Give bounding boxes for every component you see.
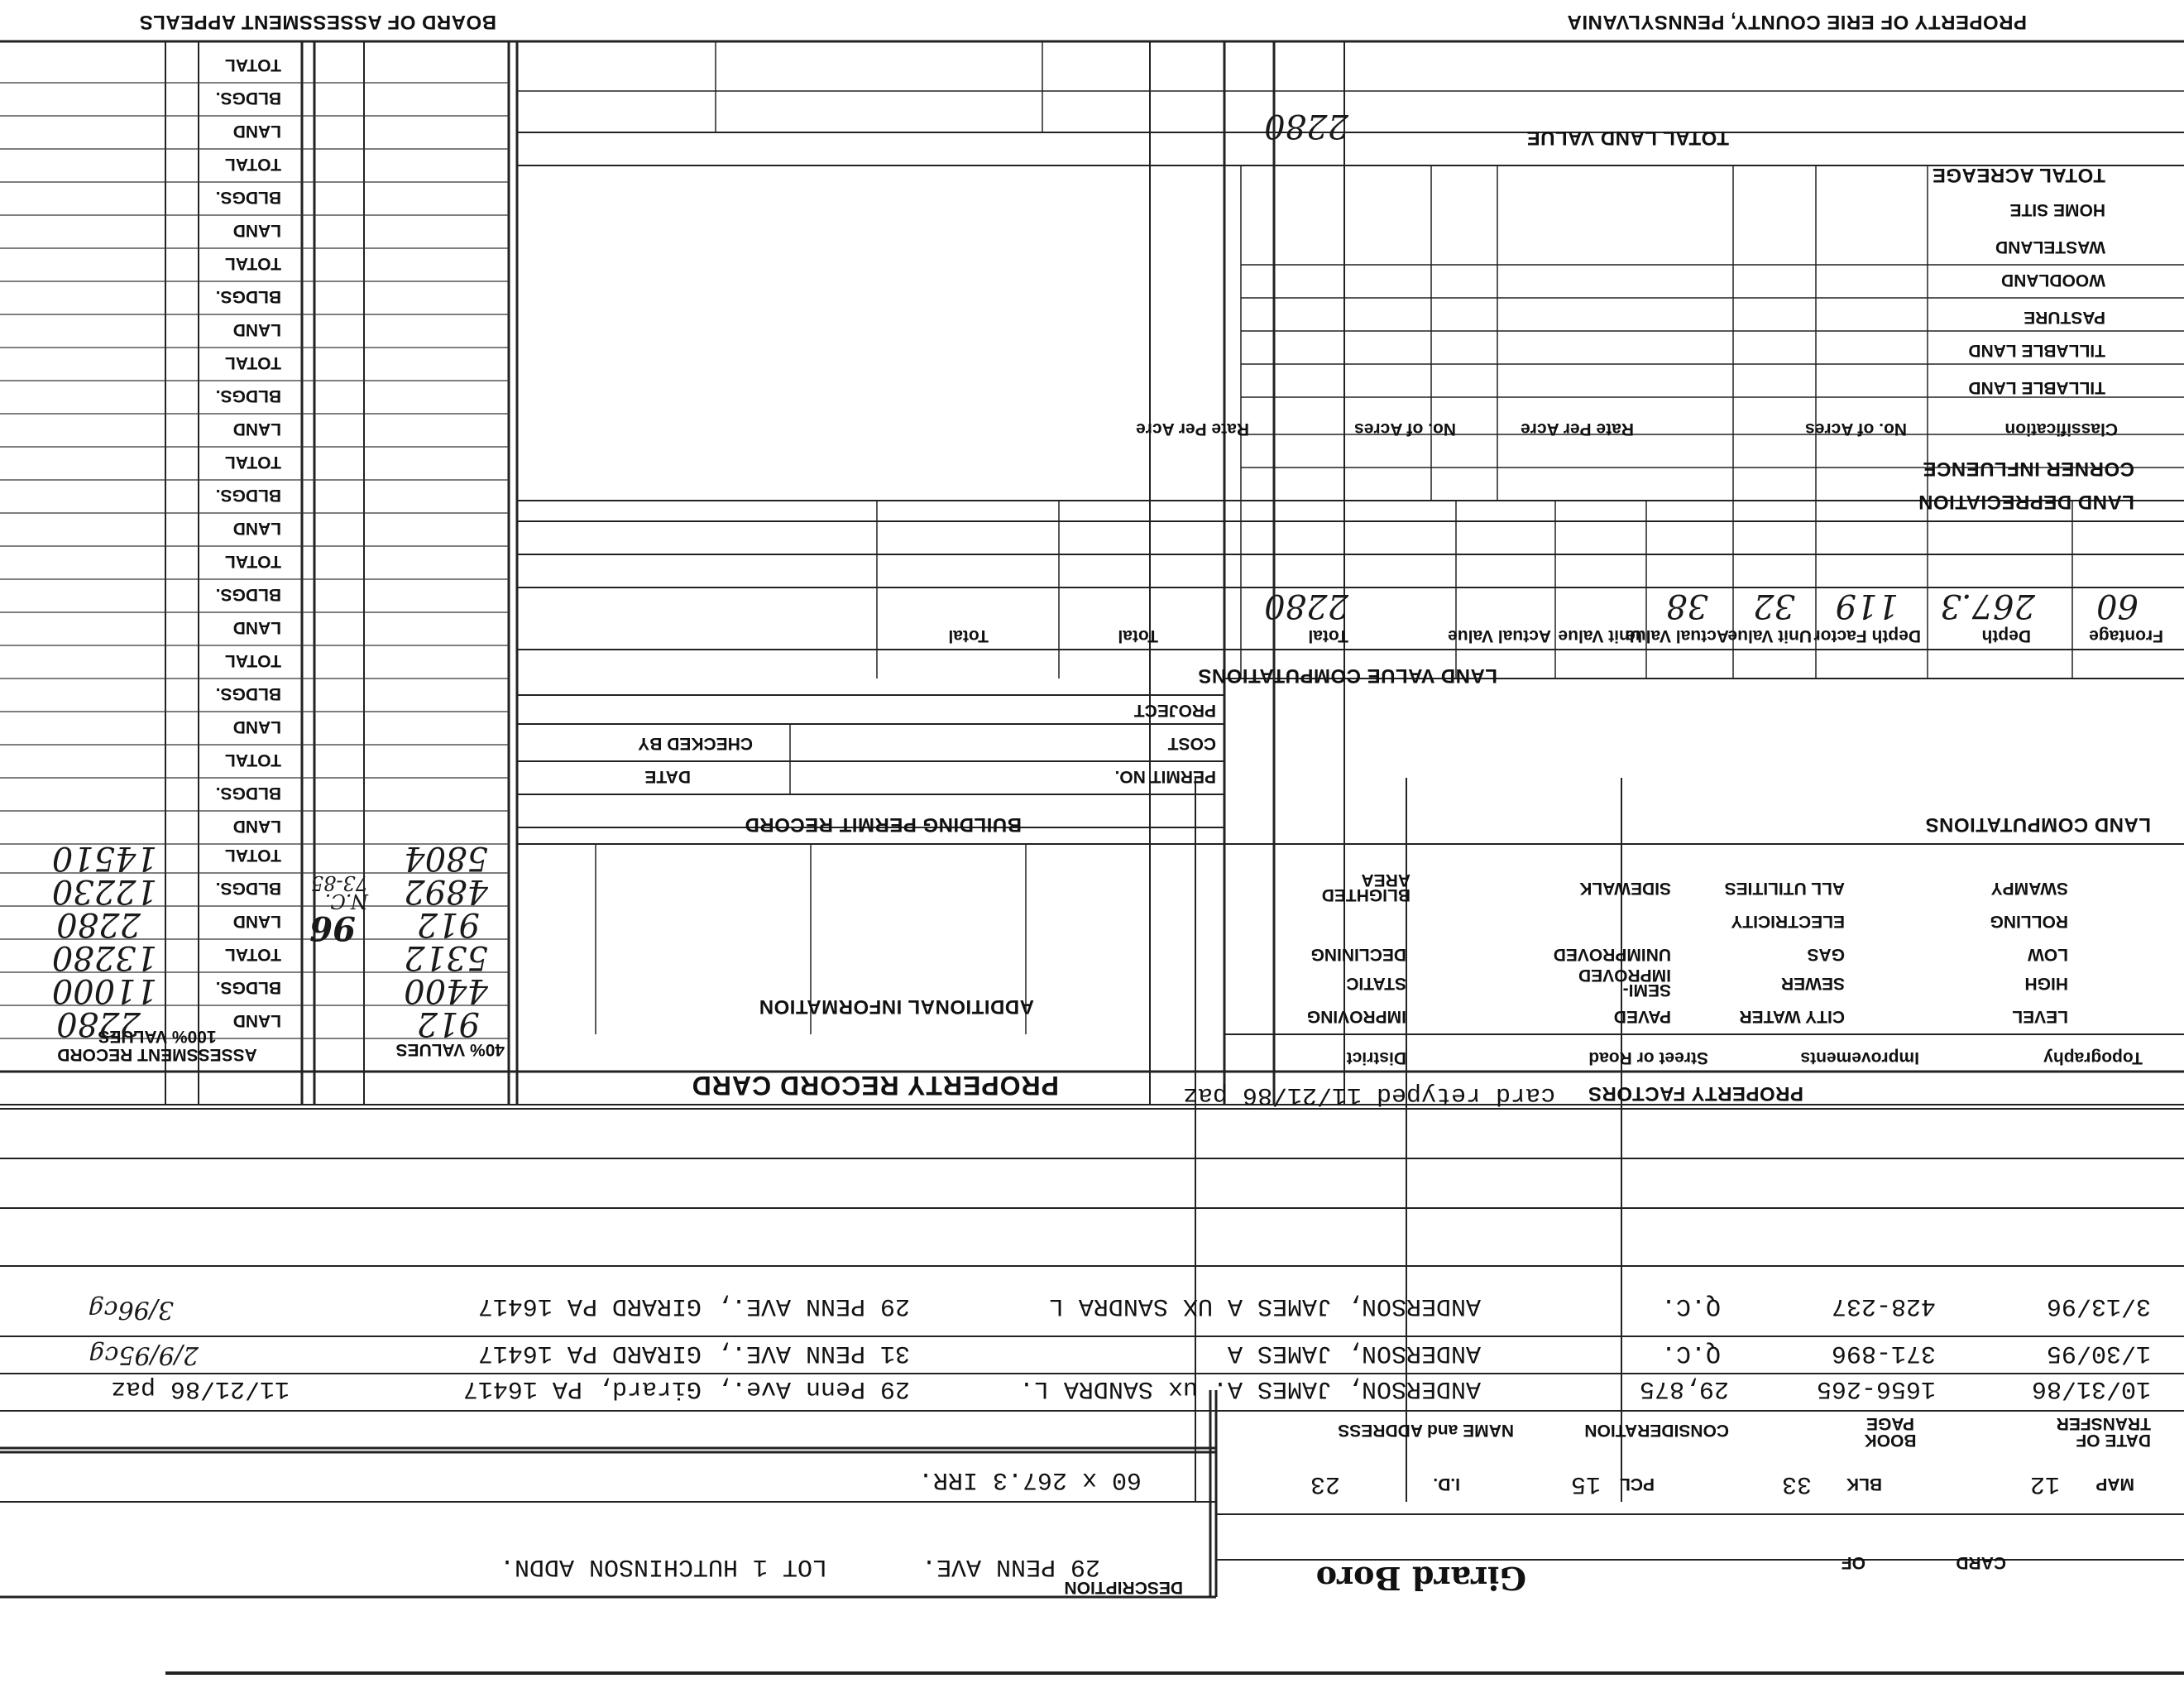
factor-option: CITY WATER xyxy=(1739,1007,1845,1026)
county-title: PROPERTY OF ERIE COUNTY, PENNSYLVANIA xyxy=(1567,11,2027,33)
of-label: OF xyxy=(1841,1553,1866,1572)
factor-option: HIGH xyxy=(2024,974,2068,993)
card-label: CARD xyxy=(1956,1553,2006,1572)
factor-option: IMPROVING xyxy=(1306,1007,1406,1026)
transfer-address: 31 PENN AVE., GIRARD PA 16417 xyxy=(477,1339,910,1367)
acreage-row-label: PASTURE xyxy=(2024,308,2105,327)
header-frontage: Frontage xyxy=(2089,626,2163,645)
header-consideration: CONSIDERATION xyxy=(1584,1421,1729,1440)
total-land-value: 2280 xyxy=(1264,107,1348,145)
value-row-label: BLDGS. xyxy=(215,784,281,803)
value-100-bldgs: 11000 xyxy=(51,971,157,1009)
transfer-date: 1/30/95 xyxy=(2046,1339,2151,1367)
transfer-date: 3/13/96 xyxy=(2046,1292,2151,1320)
board-title: BOARD OF ASSESSMENT APPEALS xyxy=(139,11,496,33)
header-depth: Depth xyxy=(1981,626,2031,645)
header-book-page: BOOK PAGE xyxy=(1864,1414,1917,1450)
value-note: N.C. 73-85 xyxy=(310,871,368,913)
value-stamp: 96 xyxy=(309,909,356,947)
value-row-label: BLDGS. xyxy=(215,978,281,997)
factor-option: UNIMPROVED xyxy=(1553,945,1671,964)
header-name-address: NAME and ADDRESS xyxy=(1338,1421,1514,1440)
value-row-label: BLDGS. xyxy=(215,188,281,207)
value-row-label: BLDGS. xyxy=(215,879,281,898)
map-value: 12 xyxy=(2029,1470,2060,1498)
factor-option: BLIGHTED AREA xyxy=(1321,870,1410,904)
transfer-entry-note: 11/21/86 paz xyxy=(110,1374,290,1403)
value-40-total: 5312 xyxy=(404,938,488,976)
values-40-header: 40% VALUES xyxy=(395,1040,505,1059)
factor-header-street: Street or Road xyxy=(1588,1048,1708,1067)
value-row-label: TOTAL xyxy=(224,846,281,865)
land-depreciation-label: LAND DEPRECIATION xyxy=(1918,491,2134,513)
value-row-label: TOTAL xyxy=(224,750,281,770)
value-row-label: LAND xyxy=(232,519,281,538)
values-100-header: ASSESSMENT RECORD 100% VALUES xyxy=(57,1027,257,1064)
factor-option: PAVED xyxy=(1613,1007,1671,1026)
transfer-book-page: 428-237 xyxy=(1831,1292,1936,1320)
factor-option: SEMI-IMPROVED xyxy=(1578,966,1671,1000)
actual-value: 38 xyxy=(1666,587,1708,625)
permit-project-label: PROJECT xyxy=(1133,701,1216,720)
value-row-label: BLDGS. xyxy=(215,684,281,703)
header-total-2: Total xyxy=(1118,626,1158,645)
value-row-label: LAND xyxy=(232,817,281,836)
value-row-label: TOTAL xyxy=(224,155,281,174)
header-unit-value: Unit Value xyxy=(1727,626,1812,645)
value-40-bldgs: 4400 xyxy=(404,971,488,1009)
factor-header-district: District xyxy=(1346,1048,1406,1067)
header-date-of-transfer: DATE OF TRANSFER xyxy=(2056,1414,2151,1450)
factor-option: SEWER xyxy=(1780,974,1845,993)
factor-option: LEVEL xyxy=(2012,1007,2068,1026)
acreage-row-label: TILLABLE LAND xyxy=(1968,378,2105,397)
value-100-total: 14510 xyxy=(51,839,157,877)
transfer-name: ANDERSON, JAMES A. ux SANDRA L. xyxy=(1018,1374,1481,1403)
header-no-of-acres-2: No. of Acres xyxy=(1354,420,1456,439)
header-total-1: Total xyxy=(1308,626,1348,645)
header-actual-value-2: Actual Value xyxy=(1448,626,1551,645)
value-row-label: TOTAL xyxy=(224,552,281,571)
header-depth-factor: Depth Factor xyxy=(1813,626,1921,645)
value-40-land: 912 xyxy=(416,905,480,943)
factor-option: ELECTRICITY xyxy=(1731,912,1845,931)
record-card-title: PROPERTY RECORD CARD xyxy=(691,1071,1059,1101)
description-lot: LOT 1 HUTCHINSON ADDN. xyxy=(499,1552,827,1580)
map-label: MAP xyxy=(2095,1475,2134,1494)
blk-label: BLK xyxy=(1846,1475,1882,1494)
transfer-consideration: 29,875 xyxy=(1639,1374,1729,1403)
corner-influence-label: CORNER INFLUENCE xyxy=(1922,458,2134,480)
land-total-value: 2280 xyxy=(1264,587,1348,625)
factor-option: ALL UTILITIES xyxy=(1724,879,1845,898)
factor-option: GAS xyxy=(1807,945,1845,964)
acreage-row-label: WOODLAND xyxy=(2001,271,2105,290)
header-total-3: Total xyxy=(948,626,989,645)
property-factors-title: PROPERTY FACTORS xyxy=(1588,1082,1803,1105)
header-classification: Classification xyxy=(2004,420,2118,439)
transfer-date: 10/31/86 xyxy=(2031,1374,2151,1403)
transfer-name: ANDERSON, JAMES A UX SANDRA L xyxy=(1048,1292,1481,1320)
municipality-name: Girard Boro xyxy=(1315,1560,1526,1597)
depth-value: 267.3 xyxy=(1940,587,2035,625)
factor-option: SIDEWALK xyxy=(1579,879,1671,898)
unit-value: 32 xyxy=(1753,587,1795,625)
frontage-value: 60 xyxy=(2096,587,2138,625)
description-street: 29 PENN AVE. xyxy=(921,1552,1100,1580)
transfer-entry-note: 3/96cg xyxy=(88,1295,174,1324)
value-row-label: TOTAL xyxy=(224,651,281,670)
permit-date-label: DATE xyxy=(644,767,691,786)
value-row-label: LAND xyxy=(232,221,281,240)
pcl-label: PCL xyxy=(1620,1475,1655,1494)
value-row-label: LAND xyxy=(232,1011,281,1030)
value-row-label: BLDGS. xyxy=(215,287,281,306)
value-row-label: TOTAL xyxy=(224,945,281,964)
permit-cost-label: COST xyxy=(1167,734,1216,753)
acreage-row-label: HOME SITE xyxy=(2009,200,2105,219)
factor-option: LOW xyxy=(2028,945,2068,964)
total-acreage-label: TOTAL ACREAGE xyxy=(1932,164,2105,186)
value-row-label: LAND xyxy=(232,122,281,141)
value-row-label: LAND xyxy=(232,717,281,736)
depth-factor-value: 119 xyxy=(1835,587,1899,625)
value-row-label: TOTAL xyxy=(224,55,281,74)
value-row-label: LAND xyxy=(232,420,281,439)
permit-no-label: PERMIT NO. xyxy=(1114,767,1216,786)
value-row-label: BLDGS. xyxy=(215,386,281,405)
transfer-address: 29 PENN AVE., GIRARD PA 16417 xyxy=(477,1292,910,1320)
value-row-label: BLDGS. xyxy=(215,89,281,108)
retyped-note: card retyped 11/21/86 paz xyxy=(1182,1081,1555,1109)
transfer-address: 29 Penn Ave., Girard, PA 16417 xyxy=(462,1374,910,1403)
value-40-total: 5804 xyxy=(404,839,488,877)
value-100-total: 13280 xyxy=(51,938,157,976)
land-value-computations-title: LAND VALUE COMPUTATIONS xyxy=(1197,664,1497,687)
value-40-bldgs: 4892 xyxy=(404,872,488,910)
value-row-label: BLDGS. xyxy=(215,585,281,604)
value-100-bldgs: 12230 xyxy=(51,872,157,910)
pcl-value: 15 xyxy=(1570,1470,1601,1498)
header-unit-value-2: Unit Value xyxy=(1558,626,1642,645)
value-row-label: TOTAL xyxy=(224,353,281,372)
transfer-entry-note: 2/9/95cg xyxy=(89,1340,199,1369)
transfer-consideration: Q.C. xyxy=(1660,1292,1721,1320)
building-permit-title: BUILDING PERMIT RECORD xyxy=(745,813,1022,836)
factor-option: STATIC xyxy=(1346,974,1406,993)
total-land-value-label: TOTAL LAND VALUE xyxy=(1526,127,1729,149)
value-row-label: TOTAL xyxy=(224,254,281,273)
value-row-label: BLDGS. xyxy=(215,486,281,505)
acreage-row-label: TILLABLE LAND xyxy=(1968,341,2105,360)
land-computations-title: LAND COMPUTATIONS xyxy=(1925,813,2151,836)
value-row-label: TOTAL xyxy=(224,453,281,472)
header-rate-per-acre-2: Rate Per Acre xyxy=(1136,420,1249,439)
id-label: I.D. xyxy=(1433,1475,1460,1494)
transfer-name: ANDERSON, JAMES A xyxy=(1227,1339,1481,1367)
lot-dimensions: 60 x 267.3 IRR. xyxy=(917,1465,1142,1494)
value-100-land: 2280 xyxy=(56,1005,141,1043)
factor-option: DECLINING xyxy=(1310,945,1406,964)
acreage-row-label: WASTELAND xyxy=(1995,237,2105,257)
value-row-label: LAND xyxy=(232,618,281,637)
factor-header-improvements: Improvements xyxy=(1800,1048,1919,1067)
factor-option: ROLLING xyxy=(1990,912,2068,931)
transfer-consideration: Q.C. xyxy=(1660,1339,1721,1367)
value-100-land: 2280 xyxy=(56,905,141,943)
header-actual-value: Actual Value xyxy=(1626,626,1729,645)
transfer-book-page: 371-896 xyxy=(1831,1339,1936,1367)
additional-info-title: ADDITIONAL INFORMATION xyxy=(759,995,1034,1018)
factor-option: SWAMPY xyxy=(1990,879,2068,898)
permit-checked-by-label: CHECKED BY xyxy=(638,734,753,753)
blk-value: 33 xyxy=(1781,1470,1812,1498)
value-40-land: 912 xyxy=(416,1005,480,1043)
value-row-label: LAND xyxy=(232,912,281,931)
header-no-of-acres: No. of Acres xyxy=(1805,420,1907,439)
id-value: 23 xyxy=(1310,1470,1340,1498)
description-label: DESCRIPTION xyxy=(1064,1578,1183,1597)
value-row-label: LAND xyxy=(232,320,281,339)
transfer-book-page: 1656-265 xyxy=(1816,1374,1936,1403)
header-rate-per-acre: Rate Per Acre xyxy=(1521,420,1634,439)
factor-header-topography: Topography xyxy=(2043,1048,2143,1067)
